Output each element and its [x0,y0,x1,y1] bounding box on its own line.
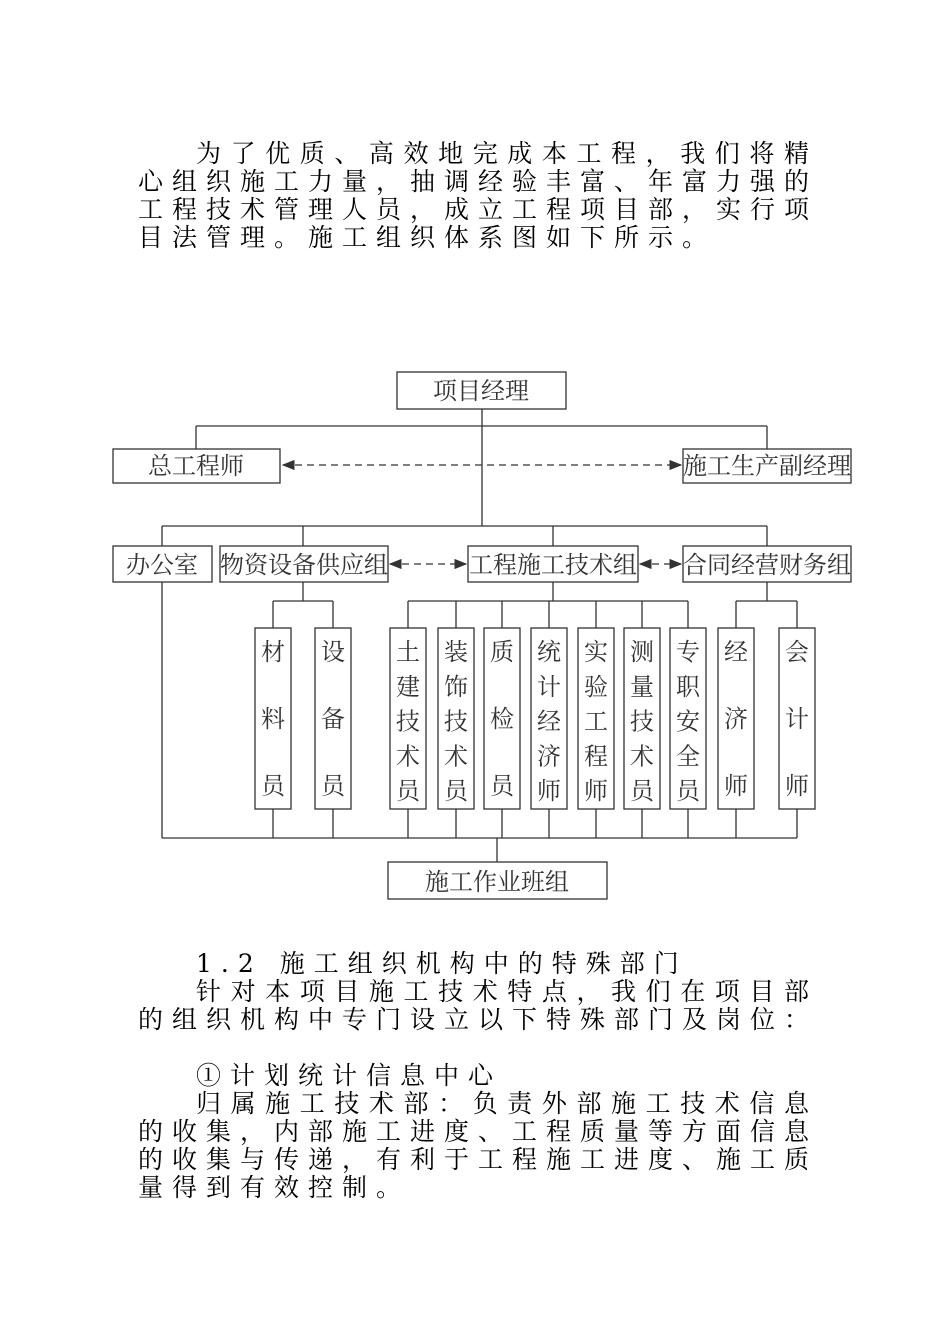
staff-label: 会计师 [785,638,809,800]
staff-label: 质检员 [490,638,514,800]
deputy-manager-label: 施工生产副经理 [683,452,851,480]
staff-label: 设备员 [321,638,345,800]
staff-label: 土建技术员 [396,638,420,805]
item-title: ①计划统计信息中心 [196,1061,503,1090]
project-manager-label: 项目经理 [433,377,529,405]
work-teams-label: 施工作业班组 [425,868,569,896]
staff-label: 测量技术员 [630,638,654,805]
staff-label: 装饰技术员 [444,638,468,805]
office-label: 办公室 [126,551,198,579]
supply-group-label: 物资设备供应组 [220,551,388,579]
section-intro: 针对本项目施工技术特点，我们在项目部的组织机构中专门设立以下特殊部门及岗位： [138,977,819,1034]
staff-label: 经济师 [724,638,748,800]
intro-paragraph: 为了优质、高效地完成本工程，我们将精心组织施工力量，抽调经验丰富、年富力强的工程技术管理人员，成立工程项目部，实行项目法管理。施工组织体系图如下所示。 [138,139,819,252]
chief-engineer-label: 总工程师 [148,452,244,480]
staff-label: 实验工程师 [584,638,608,805]
staff-label: 材料员 [261,638,285,800]
item-body: 归属施工技术部：负责外部施工技术信息的收集，内部施工进度、工程质量等方面信息的收集与传递，有利于工程施工进度、施工质量得到有效控制。 [138,1089,819,1202]
finance-group-label: 合同经营财务组 [683,551,851,579]
staff-label: 统计经济师 [537,638,561,805]
staff-label: 专职安全员 [676,638,700,805]
tech-group-label: 工程施工技术组 [469,551,637,579]
section-heading: 1.2 施工组织机构中的特殊部门 [196,949,688,978]
